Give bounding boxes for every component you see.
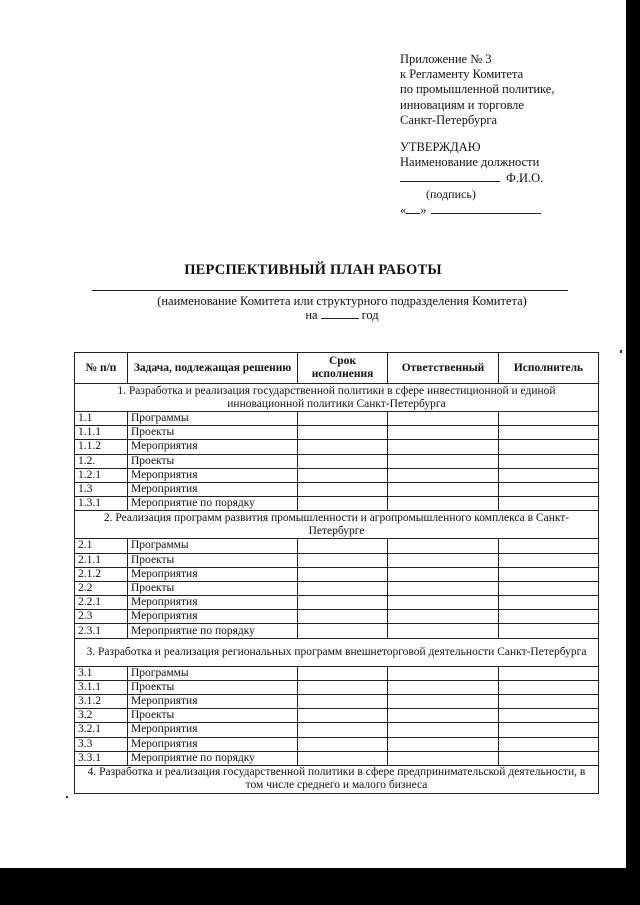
table-row (75, 751, 599, 765)
table-row (75, 497, 599, 511)
scan-speck (66, 796, 68, 798)
row-responsible-cell (388, 497, 499, 511)
row-executor-cell (499, 426, 599, 440)
table-row (75, 553, 599, 567)
row-task: Проекты (128, 426, 298, 440)
row-term-cell (298, 680, 388, 694)
row-task: Мероприятия (128, 596, 298, 610)
scan-speck (620, 350, 622, 353)
section-title: 1. Разработка и реализация государственной политики в сфере инвестиционной и единой инновационной политики Санкт-Петербурга (75, 384, 599, 412)
date-open-quote: « (400, 202, 407, 217)
table-row (75, 539, 599, 553)
section-title: 2. Реализация программ развития промышленности и агропромышленного комплекса в Санкт-Петербурге (75, 511, 599, 539)
row-task: Мероприятия (128, 723, 298, 737)
row-executor-cell (499, 624, 599, 638)
table-row (75, 482, 599, 496)
row-num: 2.1 (75, 539, 128, 553)
row-num: 1.3 (75, 482, 128, 496)
plan-table (74, 352, 599, 794)
appendix-line: Санкт-Петербурга (400, 112, 498, 127)
row-term-cell (298, 624, 388, 638)
row-term-cell (298, 751, 388, 765)
row-task: Мероприятия (128, 440, 298, 454)
section-row (75, 765, 599, 793)
row-executor-cell (499, 482, 599, 496)
signature-caption: (подпись) (426, 186, 476, 201)
row-term-cell (298, 426, 388, 440)
appendix-line: Приложение № 3 (400, 52, 492, 66)
signature-line (400, 170, 500, 182)
row-responsible-cell (388, 440, 499, 454)
table-row (75, 412, 599, 426)
approval-position: Наименование должности (400, 155, 540, 170)
row-executor-cell (499, 680, 599, 694)
row-responsible-cell (388, 624, 499, 638)
row-num: 1.1.1 (75, 426, 128, 440)
row-term-cell (298, 440, 388, 454)
table-header-row (75, 353, 599, 384)
row-term-cell (298, 468, 388, 482)
row-term-cell (298, 412, 388, 426)
committee-name-caption: (наименование Комитета или структурного подразделения Комитета) (157, 294, 527, 308)
row-executor-cell (499, 737, 599, 751)
committee-name-line (92, 290, 568, 291)
row-executor-cell (499, 468, 599, 482)
row-responsible-cell (388, 454, 499, 468)
row-responsible-cell (388, 737, 499, 751)
row-executor-cell (499, 596, 599, 610)
table-row (75, 723, 599, 737)
row-executor-cell (499, 412, 599, 426)
row-task: Мероприятие по порядку (128, 497, 298, 511)
row-responsible-cell (388, 412, 499, 426)
row-executor-cell (499, 539, 599, 553)
date-close-quote: » (420, 202, 427, 217)
appendix-note (400, 52, 554, 128)
row-executor-cell (499, 553, 599, 567)
row-responsible-cell (388, 695, 499, 709)
row-executor-cell (499, 610, 599, 624)
row-num: 3.1.2 (75, 695, 128, 709)
row-executor-cell (499, 567, 599, 581)
signature-row (400, 170, 560, 186)
row-executor-cell (499, 709, 599, 723)
row-term-cell (298, 539, 388, 553)
row-term-cell (298, 596, 388, 610)
section-row (75, 384, 599, 412)
approval-block (400, 140, 560, 218)
table-row (75, 695, 599, 709)
row-task: Мероприятия (128, 695, 298, 709)
header-term: Срок исполнения (298, 353, 388, 384)
table-row (75, 581, 599, 595)
row-term-cell (298, 737, 388, 751)
row-num: 1.3.1 (75, 497, 128, 511)
appendix-line: к Регламенту Комитета (400, 67, 524, 82)
section-row (75, 511, 599, 539)
year-prefix: на (305, 308, 318, 322)
table-row (75, 709, 599, 723)
row-num: 3.2 (75, 709, 128, 723)
row-term-cell (298, 709, 388, 723)
header-task: Задача, подлежащая решению (128, 353, 298, 384)
row-task: Проекты (128, 680, 298, 694)
row-responsible-cell (388, 426, 499, 440)
row-term-cell (298, 723, 388, 737)
table-row (75, 440, 599, 454)
row-responsible-cell (388, 680, 499, 694)
header-responsible: Ответственный (388, 353, 499, 384)
table-row (75, 737, 599, 751)
row-num: 2.3.1 (75, 624, 128, 638)
row-num: 3.3 (75, 737, 128, 751)
date-day-line (406, 202, 420, 214)
table-row (75, 624, 599, 638)
row-task: Мероприятие по порядку (128, 751, 298, 765)
scan-edge-bottom (0, 868, 640, 905)
table-row (75, 596, 599, 610)
row-num: 3.1.1 (75, 680, 128, 694)
date-month-line (431, 202, 541, 214)
approval-fio: Ф.И.О. (506, 171, 544, 186)
row-task: Программы (128, 666, 298, 680)
row-task: Мероприятия (128, 482, 298, 496)
row-executor-cell (499, 440, 599, 454)
row-num: 2.1.2 (75, 567, 128, 581)
row-responsible-cell (388, 581, 499, 595)
row-task: Программы (128, 539, 298, 553)
row-num: 3.3.1 (75, 751, 128, 765)
table-row (75, 454, 599, 468)
row-executor-cell (499, 454, 599, 468)
row-responsible-cell (388, 723, 499, 737)
row-num: 2.2 (75, 581, 128, 595)
row-term-cell (298, 695, 388, 709)
row-task: Мероприятия (128, 737, 298, 751)
section-title: 4. Разработка и реализация государственной политики в сфере предпринимательской деятельности, в том числе среднего и малого бизнеса (75, 765, 599, 793)
row-num: 1.2.1 (75, 468, 128, 482)
row-task: Проекты (128, 581, 298, 595)
year-blank (321, 308, 359, 319)
row-responsible-cell (388, 553, 499, 567)
document-title: ПЕРСПЕКТИВНЫЙ ПЛАН РАБОТЫ (184, 262, 442, 278)
row-term-cell (298, 610, 388, 624)
row-num: 1.1 (75, 412, 128, 426)
row-task: Мероприятия (128, 567, 298, 581)
row-executor-cell (499, 581, 599, 595)
header-executor: Исполнитель (499, 353, 599, 384)
approval-heading: УТВЕРЖДАЮ (400, 140, 481, 154)
row-num: 1.1.2 (75, 440, 128, 454)
table-row (75, 680, 599, 694)
plan-table-body (75, 384, 599, 794)
row-responsible-cell (388, 468, 499, 482)
row-task: Проекты (128, 553, 298, 567)
row-term-cell (298, 666, 388, 680)
year-line (0, 308, 640, 323)
date-row (400, 202, 560, 218)
row-executor-cell (499, 666, 599, 680)
row-responsible-cell (388, 567, 499, 581)
table-row (75, 610, 599, 624)
section-row (75, 638, 599, 666)
appendix-line: по промышленной политике, (400, 82, 555, 97)
row-responsible-cell (388, 709, 499, 723)
row-executor-cell (499, 695, 599, 709)
row-term-cell (298, 553, 388, 567)
row-responsible-cell (388, 666, 499, 680)
row-term-cell (298, 581, 388, 595)
appendix-line: инновациям и торговле (400, 97, 524, 112)
row-term-cell (298, 454, 388, 468)
row-responsible-cell (388, 596, 499, 610)
row-responsible-cell (388, 482, 499, 496)
row-task: Мероприятия (128, 610, 298, 624)
row-task: Программы (128, 412, 298, 426)
row-num: 3.2.1 (75, 723, 128, 737)
row-executor-cell (499, 751, 599, 765)
row-num: 2.1.1 (75, 553, 128, 567)
section-title: 3. Разработка и реализация региональных программ внешнеторговой деятельности Санкт-Петербурга (75, 638, 599, 666)
table-row (75, 426, 599, 440)
table-row (75, 567, 599, 581)
row-executor-cell (499, 497, 599, 511)
table-row (75, 666, 599, 680)
row-responsible-cell (388, 610, 499, 624)
row-num: 3.1 (75, 666, 128, 680)
row-task: Проекты (128, 709, 298, 723)
row-num: 2.3 (75, 610, 128, 624)
row-responsible-cell (388, 751, 499, 765)
scan-edge-right (626, 0, 640, 905)
row-term-cell (298, 567, 388, 581)
row-num: 1.2. (75, 454, 128, 468)
row-task: Проекты (128, 454, 298, 468)
row-term-cell (298, 497, 388, 511)
row-term-cell (298, 482, 388, 496)
row-num: 2.2.1 (75, 596, 128, 610)
row-task: Мероприятия (128, 468, 298, 482)
header-num: № п/п (75, 353, 128, 384)
table-row (75, 468, 599, 482)
row-responsible-cell (388, 539, 499, 553)
row-task: Мероприятие по порядку (128, 624, 298, 638)
row-executor-cell (499, 723, 599, 737)
year-suffix: год (361, 308, 379, 322)
